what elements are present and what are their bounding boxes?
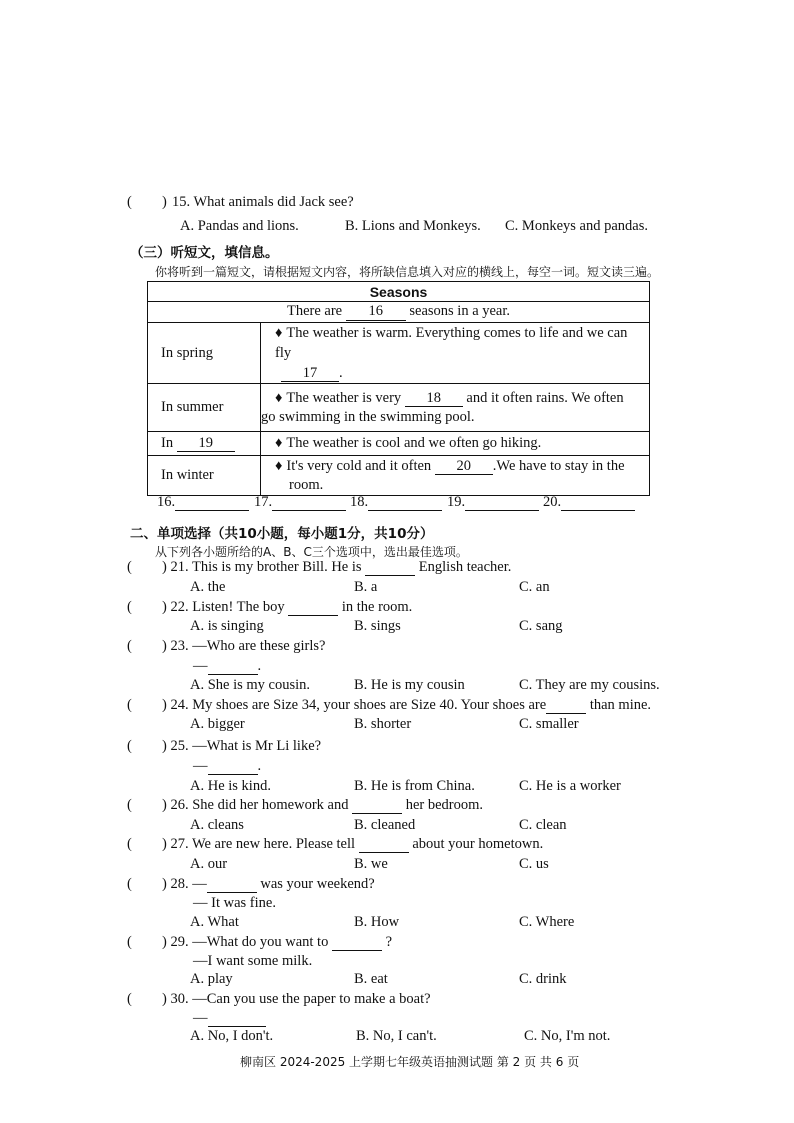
part2-instruction: 从下列各小题所给的A、B、C三个选项中，选出最佳选项。 bbox=[155, 545, 468, 559]
q22-option-a: A. is singing bbox=[190, 618, 264, 634]
answer-label-17: 17. bbox=[254, 494, 273, 510]
q28-option-a: A. What bbox=[190, 914, 239, 930]
q22-option-c: C. sang bbox=[519, 618, 563, 634]
q29-blank bbox=[332, 935, 382, 951]
q30-text: —Can you use the paper to make a boat? bbox=[192, 991, 431, 1007]
q28-line2: — It was fine. bbox=[193, 895, 276, 911]
q15-number: 15. bbox=[172, 194, 191, 210]
q23-paren-open: ( bbox=[127, 638, 132, 654]
row-autumn-content bbox=[261, 432, 650, 456]
row-autumn-text: The weather is cool and we often go hiking. bbox=[286, 435, 542, 451]
row-label-summer: In summer bbox=[148, 384, 261, 432]
q27-option-a: A. our bbox=[190, 856, 228, 872]
q23-blank bbox=[208, 659, 258, 675]
q30-line2 bbox=[193, 1010, 266, 1027]
row-label-in: In bbox=[161, 434, 174, 451]
answer-line-18[interactable] bbox=[350, 494, 442, 511]
blank-17: 17 bbox=[281, 366, 339, 382]
q28-after: was your weekend? bbox=[260, 876, 375, 892]
q24-option-b: B. shorter bbox=[354, 716, 412, 732]
q15-option-a: A. Pandas and lions. bbox=[180, 218, 299, 234]
q15-paren-open: ( bbox=[127, 194, 132, 210]
row-winter-pre: It's very cold and it often bbox=[286, 457, 432, 474]
q26-option-c: C. clean bbox=[519, 817, 567, 833]
q29-line2: —I want some milk. bbox=[193, 953, 313, 969]
q29-after: ? bbox=[385, 934, 393, 950]
q28-option-b: B. How bbox=[354, 914, 400, 930]
q25-option-a: A. He is kind. bbox=[190, 778, 271, 794]
table-intro-post: seasons in a year. bbox=[409, 303, 511, 320]
q22-stem bbox=[162, 599, 412, 616]
q24-option-a: A. bigger bbox=[190, 716, 245, 732]
q23-number: 23. bbox=[170, 638, 189, 654]
q25-paren-open: ( bbox=[127, 738, 132, 754]
q22-paren-open: ( bbox=[127, 599, 132, 615]
q25-number: 25. bbox=[170, 738, 189, 754]
row-spring-text: The weather is warm. Everything comes to life and we can fly bbox=[275, 325, 628, 361]
q23-text: —Who are these girls? bbox=[192, 638, 326, 654]
q24-paren-open: ( bbox=[127, 697, 132, 713]
q21-paren-close: ) bbox=[162, 559, 167, 575]
q22-text: Listen! The boy bbox=[192, 599, 285, 615]
q29-paren-open: ( bbox=[127, 934, 132, 950]
q26-option-b: B. cleaned bbox=[354, 817, 416, 833]
q29-paren-close: ) bbox=[162, 934, 167, 950]
blank-20: 20 bbox=[435, 459, 493, 475]
q25-dash: — bbox=[193, 758, 208, 774]
q29-option-a: A. play bbox=[190, 971, 233, 987]
row-summer-post: and it often rains. We often bbox=[466, 389, 624, 406]
row-label-winter: In winter bbox=[148, 456, 261, 496]
page-footer: 柳南区 2024-2025 上学期七年级英语抽测试题 第 2 页 共 6 页 bbox=[240, 1055, 580, 1069]
q26-paren-close: ) bbox=[162, 797, 167, 813]
q27-paren-close: ) bbox=[162, 836, 167, 852]
blank-18: 18 bbox=[405, 391, 463, 407]
q23-option-a: A. She is my cousin. bbox=[190, 677, 311, 693]
q22-blank bbox=[288, 600, 338, 616]
q28-option-c: C. Where bbox=[519, 914, 575, 930]
answer-label-18: 18. bbox=[350, 494, 369, 510]
q30-option-a: A. No, I don't. bbox=[190, 1028, 274, 1044]
q26-stem bbox=[162, 797, 483, 814]
q21-stem bbox=[162, 559, 511, 576]
q15-option-c: C. Monkeys and pandas. bbox=[505, 218, 648, 234]
q21-blank bbox=[365, 560, 415, 576]
q24-after: than mine. bbox=[589, 697, 652, 713]
table-intro-pre: There are bbox=[286, 303, 343, 320]
answer-label-19: 19. bbox=[447, 494, 466, 510]
q25-paren-close: ) bbox=[162, 738, 167, 754]
q30-stem bbox=[162, 991, 431, 1008]
answer-line-16[interactable] bbox=[157, 494, 249, 511]
seasons-table bbox=[147, 281, 650, 496]
part3-instruction: 你将听到一篇短文，请根据短文内容，将所缺信息填入对应的横线上，每空一词。短文读三遍。 bbox=[155, 265, 660, 279]
diamond-bullet-icon: ♦ bbox=[275, 389, 283, 406]
q30-option-c: C. No, I'm not. bbox=[524, 1028, 611, 1044]
q25-stem bbox=[162, 738, 321, 755]
row-winter-content bbox=[261, 456, 650, 496]
q24-text: My shoes are Size 34, your shoes are Size 40. Your shoes are bbox=[192, 697, 547, 713]
q26-text: She did her homework and bbox=[192, 797, 349, 813]
table-title: Seasons bbox=[148, 282, 650, 302]
q27-blank bbox=[359, 837, 409, 853]
row-spring-post: . bbox=[339, 365, 343, 381]
q15-text: What animals did Jack see? bbox=[193, 194, 354, 210]
q28-paren-open: ( bbox=[127, 876, 132, 892]
row-summer-line2: go swimming in the swimming pool. bbox=[261, 408, 475, 425]
diamond-bullet-icon: ♦ bbox=[275, 457, 283, 474]
q22-option-b: B. sings bbox=[354, 618, 401, 634]
q21-number: 21. bbox=[170, 559, 189, 575]
q27-after: about your hometown. bbox=[412, 836, 544, 852]
answer-label-20: 20. bbox=[543, 494, 562, 510]
q23-stem bbox=[162, 638, 326, 655]
row-summer-pre: The weather is very bbox=[286, 389, 402, 406]
q27-stem bbox=[162, 836, 543, 853]
q27-option-b: B. we bbox=[354, 856, 388, 872]
q25-option-b: B. He is from China. bbox=[354, 778, 475, 794]
q29-option-b: B. eat bbox=[354, 971, 388, 987]
table-intro-row bbox=[148, 302, 650, 323]
q21-text: This is my brother Bill. He is bbox=[191, 559, 362, 575]
q24-paren-close: ) bbox=[162, 697, 167, 713]
q21-after: English teacher. bbox=[418, 559, 512, 575]
q28-number: 28. bbox=[170, 876, 189, 892]
row-label-spring: In spring bbox=[148, 323, 261, 384]
q23-paren-close: ) bbox=[162, 638, 167, 654]
q28-paren-close: ) bbox=[162, 876, 167, 892]
q22-paren-close: ) bbox=[162, 599, 167, 615]
q26-paren-open: ( bbox=[127, 797, 132, 813]
q28-dash: — bbox=[192, 876, 207, 892]
q29-stem bbox=[162, 934, 392, 951]
q23-line2: — . bbox=[193, 658, 262, 674]
row-summer-content bbox=[261, 384, 650, 432]
q29-option-c: C. drink bbox=[519, 971, 567, 987]
q21-option-c: C. an bbox=[519, 579, 550, 595]
q21-option-a: A. the bbox=[190, 579, 226, 595]
q26-after: her bedroom. bbox=[405, 797, 484, 813]
q30-paren-open: ( bbox=[127, 991, 132, 1007]
answer-line-19[interactable] bbox=[447, 494, 539, 511]
q24-number: 24. bbox=[170, 697, 189, 713]
q25-text: —What is Mr Li like? bbox=[192, 738, 322, 754]
row-label-autumn bbox=[148, 432, 261, 456]
q22-after: in the room. bbox=[341, 599, 413, 615]
q26-number: 26. bbox=[170, 797, 189, 813]
q25-blank bbox=[208, 759, 258, 775]
blank-19: 19 bbox=[177, 436, 235, 452]
row-winter-post: .We have to stay in the bbox=[492, 457, 625, 474]
q15-stem bbox=[172, 194, 354, 211]
answer-line-17[interactable] bbox=[254, 494, 346, 511]
q27-number: 27. bbox=[170, 836, 189, 852]
q30-option-b: B. No, I can't. bbox=[356, 1028, 437, 1044]
q22-number: 22. bbox=[170, 599, 189, 615]
q29-text: —What do you want to bbox=[192, 934, 329, 950]
q28-stem bbox=[162, 876, 375, 893]
part2-title: 二、单项选择（共10小题，每小题1分，共10分） bbox=[130, 526, 434, 542]
q23-option-b: B. He is my cousin bbox=[354, 677, 465, 693]
q21-paren-open: ( bbox=[127, 559, 132, 575]
q23-option-c: C. They are my cousins. bbox=[519, 677, 660, 693]
q28-blank bbox=[207, 877, 257, 893]
q15-option-b: B. Lions and Monkeys. bbox=[345, 218, 481, 234]
q30-paren-close: ) bbox=[162, 991, 167, 1007]
blank-16: 16 bbox=[346, 304, 406, 320]
q27-option-c: C. us bbox=[519, 856, 549, 872]
q30-number: 30. bbox=[170, 991, 189, 1007]
answer-line-20[interactable] bbox=[543, 494, 635, 511]
q21-option-b: B. a bbox=[354, 579, 378, 595]
diamond-bullet-icon: ♦ bbox=[275, 435, 283, 451]
q26-blank bbox=[352, 798, 402, 814]
q30-dash: — bbox=[193, 1010, 208, 1026]
part3-title: （三）听短文，填信息。 bbox=[130, 245, 279, 261]
q24-stem bbox=[162, 697, 651, 714]
q24-option-c: C. smaller bbox=[519, 716, 579, 732]
q27-text: We are new here. Please tell bbox=[191, 836, 356, 852]
q23-dash: — bbox=[193, 658, 208, 674]
q29-number: 29. bbox=[170, 934, 189, 950]
q24-blank bbox=[546, 698, 586, 714]
q25-line2: — . bbox=[193, 758, 262, 774]
q30-blank bbox=[208, 1011, 266, 1027]
diamond-bullet-icon: ♦ bbox=[275, 325, 283, 341]
answer-label-16: 16. bbox=[157, 494, 176, 510]
row-winter-line2: room. bbox=[289, 476, 324, 493]
q15-paren-close: ) bbox=[162, 194, 167, 210]
q27-paren-open: ( bbox=[127, 836, 132, 852]
q25-option-c: C. He is a worker bbox=[519, 778, 621, 794]
row-spring-content bbox=[261, 323, 650, 384]
q26-option-a: A. cleans bbox=[190, 817, 244, 833]
